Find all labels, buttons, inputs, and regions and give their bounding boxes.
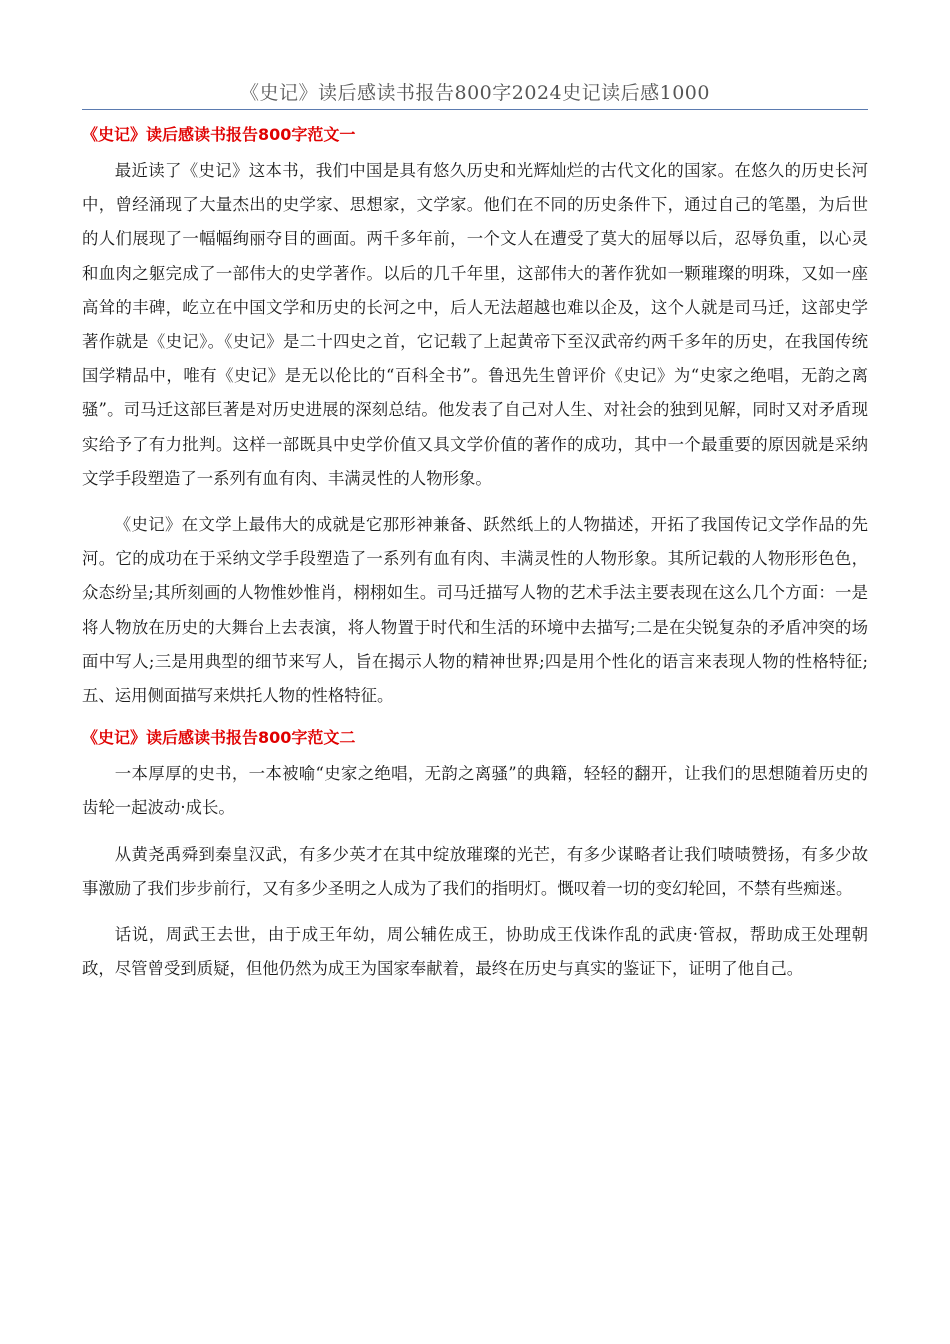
section-2-paragraph-3: 话说，周武王去世，由于成王年幼，周公辅佐成王，协助成王伐诛作乱的武庚·管叔，帮助成王处理朝政，尽管曾受到质疑，但他仍然为成王为国家奉献着，最终在历史与真实的鉴证下，证明了他自己。: [82, 925, 868, 979]
document-body: [82, 118, 868, 998]
section-title-1: 《史记》读后感读书报告800字范文一: [82, 125, 356, 144]
section-title-2: 《史记》读后感读书报告800字范文二: [82, 728, 356, 748]
page-header-title: 《史记》读后感读书报告800字2024史记读后感1000: [240, 82, 710, 104]
section-1-paragraph-2: 《史记》在文学上最伟大的成就是它那形神兼备、跃然纸上的人物描述，开拓了我国传记文学作品的先河。它的成功在于采纳文学手段塑造了一系列有血有肉、丰满灵性的人物形象。其所记载的人物形形色色，众态纷呈;其所刻画的人物惟妙惟肖，栩栩如生。司马迁描写人物的艺术手法主要表现在这么几个方面：一是将人物放在历史的大舞台上去表演，将人物置于时代和生活的环境中去描写;二是在尖锐复杂的矛盾冲突的场面中写人;三是用典型的细节来写人，旨在揭示人物的精神世界;四是用个性化的语言来表现人物的性格特征;五、运用侧面描写来烘托人物的性格特征。: [82, 515, 868, 706]
header-divider: [82, 109, 868, 110]
section-2-paragraph-2: 从黄尧禹舜到秦皇汉武，有多少英才在其中绽放璀璨的光芒，有多少谋略者让我们啧啧赞扬，有多少故事激励了我们步步前行，又有多少圣明之人成为了我们的指明灯。慨叹着一切的变幻轮回，不禁有些痴迷。: [82, 844, 868, 898]
section-2-paragraph-1: 一本厚厚的史书，一本被喻“史家之绝唱，无韵之离骚”的典籍，轻轻的翻开，让我们的思想随着历史的齿轮一起波动·成长。: [82, 764, 868, 818]
section-1-paragraph-1: 最近读了《史记》这本书，我们中国是具有悠久历史和光辉灿烂的古代文化的国家。在悠久的历史长河中，曾经涌现了大量杰出的史学家、思想家，文学家。他们在不同的历史条件下，通过自己的笔墨，为后世的人们展现了一幅幅绚丽夺目的画面。两千多年前，一个文人在遭受了莫大的屈辱以后，忍辱负重，以心灵和血肉之躯完成了一部伟大的史学著作。以后的几千年里，这部伟大的著作犹如一颗璀璨的明珠，又如一座高耸的丰碑，屹立在中国文学和历史的长河之中，后人无法超越也难以企及，这个人就是司马迁，这部史学著作就是《史记》。《史记》是二十四史之首，它记载了上起黄帝下至汉武帝约两千多年的历史，在我国传统国学精品中，唯有《史记》是无以伦比的“百科全书”。鲁迅先生曾评价《史记》为“史家之绝唱，无韵之离骚”。司马迁这部巨著是对历史进展的深刻总结。他发表了自己对人生、对社会的独到见解，同时又对矛盾现实给予了有力批判。这样一部既具中史学价值又具文学价值的著作的成功，其中一个最重要的原因就是采纳文学手段塑造了一系列有血有肉、丰满灵性的人物形象。: [82, 161, 868, 488]
